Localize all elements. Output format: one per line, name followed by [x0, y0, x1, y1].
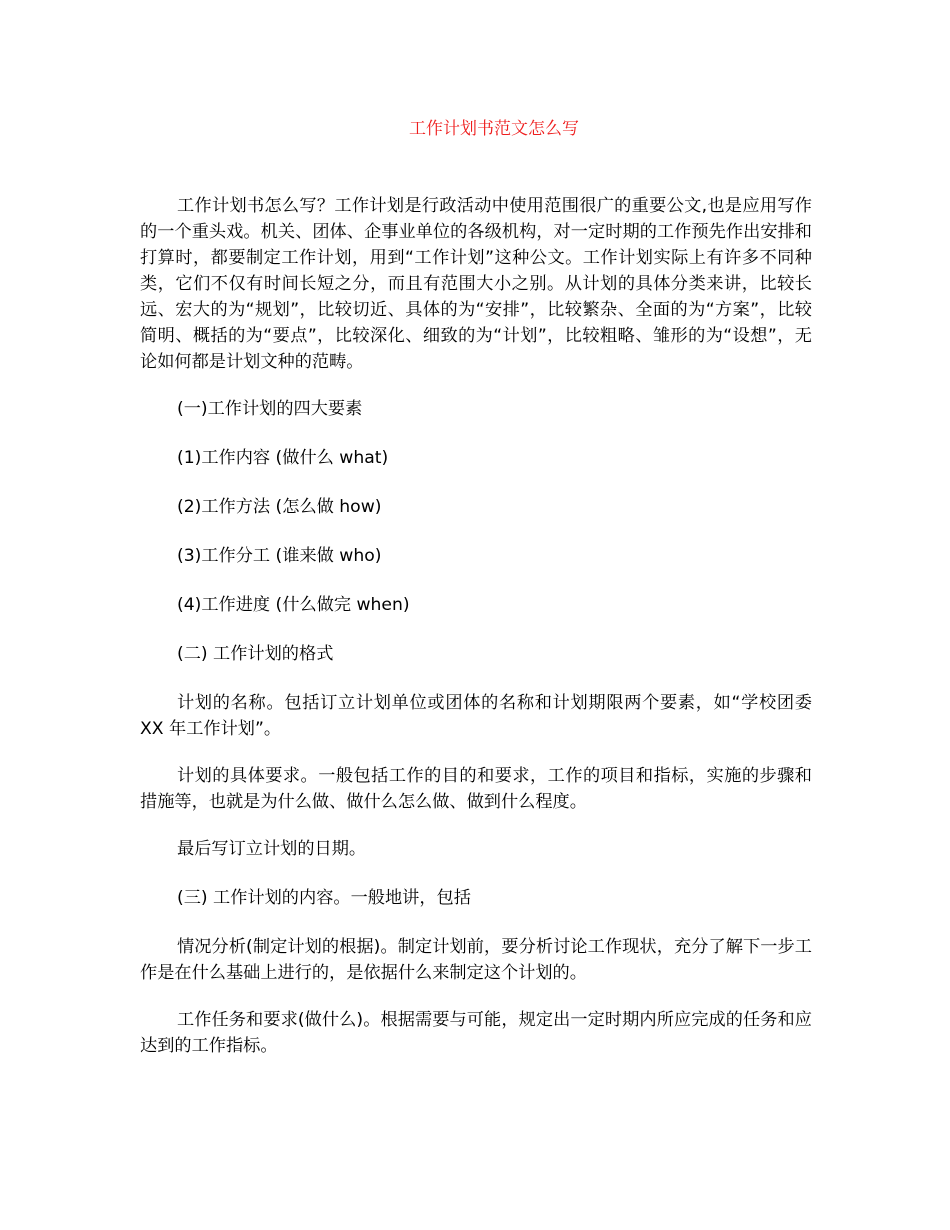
format-date-paragraph: 最后写订立计划的日期。 — [177, 839, 367, 859]
format-name-paragraph: 计划的名称。包括订立计划单位或团体的名称和计划期限两个要素，如“学校团委 XX 年工作计划”。 — [140, 693, 812, 739]
element-item-method: (2)工作方法 (怎么做 how) — [177, 497, 382, 517]
section-heading-content: (三) 工作计划的内容。一般地讲，包括 — [177, 888, 471, 908]
element-item-division: (3)工作分工 (谁来做 who) — [177, 546, 382, 566]
intro-paragraph: 工作计划书怎么写？工作计划是行政活动中使用范围很广的重要公文,也是应用写作的一个重头戏。机关、团体、企事业单位的各级机构，对一定时期的工作预先作出安排和打算时，都要制定工作计划，用到“工作计划”这种公文。工作计划实际上有许多不同种类，它们不仅有时间长短之分，而且有范围大小之别。从计划的具体分类来讲，比较长远、宏大的为“规划”，比较切近、具体的为“安排”，比较繁杂、全面的为“方案”，比较简明、概括的为“要点”，比较深化、细致的为“计划”，比较粗略、雏形的为“设想”，无论如何都是计划文种的范畴。 — [140, 196, 812, 372]
section-heading-elements: (一)工作计划的四大要素 — [177, 399, 363, 419]
content-tasks-paragraph: 工作任务和要求(做什么)。根据需要与可能，规定出一定时期内所应完成的任务和应达到的工作指标。 — [140, 1010, 812, 1056]
section-heading-format: (二) 工作计划的格式 — [177, 644, 334, 664]
element-item-content: (1)工作内容 (做什么 what) — [177, 448, 389, 468]
document-title: 工作计划书范文怎么写 — [409, 119, 579, 139]
document-body — [140, 193, 812, 1080]
element-item-progress: (4)工作进度 (什么做完 when) — [177, 595, 410, 615]
format-requirements-paragraph: 计划的具体要求。一般包括工作的目的和要求，工作的项目和指标，实施的步骤和措施等，也就是为什么做、做什么怎么做、做到什么程度。 — [140, 766, 812, 812]
content-analysis-paragraph: 情况分析(制定计划的根据)。制定计划前，要分析讨论工作现状，充分了解下一步工作是在什么基础上进行的，是依据什么来制定这个计划的。 — [140, 937, 812, 983]
